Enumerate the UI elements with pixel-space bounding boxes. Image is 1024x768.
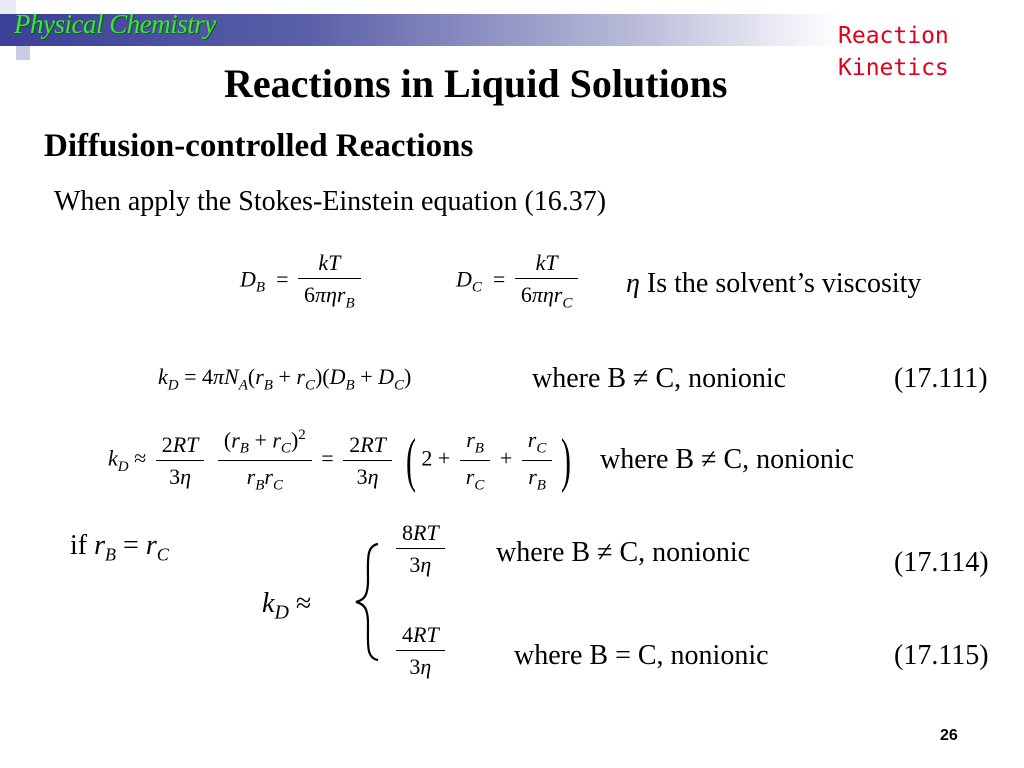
if-label: if (70, 530, 88, 561)
brand-title: Physical Chemistry (14, 9, 216, 39)
corner-label (838, 20, 949, 84)
equation-number: (17.111) (894, 363, 988, 394)
equation-number: (17.115) (894, 640, 989, 671)
corner-line-2: Kinetics (838, 55, 949, 81)
left-brace (352, 540, 382, 664)
viscosity-text: Is the solvent’s viscosity (646, 268, 922, 299)
equation-dc: $D_C$ = $\frac{kT}{6\pi\eta r_C}$ (456, 250, 582, 312)
equation-number: (17.114) (894, 547, 989, 578)
eta-symbol: η (626, 268, 640, 299)
intro-text: When apply the Stokes-Einstein equation (16.37) (54, 186, 607, 217)
header-square (16, 46, 30, 60)
case-fraction-4rt: $\frac{4RT}{3\eta}$ (392, 622, 449, 680)
viscosity-note (626, 268, 921, 300)
condition-text: where B ≠ C, nonionic (496, 537, 751, 568)
if-condition: if $r_B = r_C$ (70, 530, 169, 565)
equation-kd-piecewise: $k_D$ ≈ (262, 588, 312, 624)
slide-title: Reactions in Liquid Solutions (224, 61, 728, 106)
equation-kd-approx: $k_D$ ≈ $\frac{2RT}{3\eta}$ $\frac{(r_B + r_C)^2}{r_Br_C}$ = $\frac{2RT}{3\eta}$ ( 2 + $\frac{r_B}{r_C}$ + $\frac{r_C}{r_B}$ ) (108, 426, 572, 494)
condition-text: where B ≠ C, nonionic (600, 444, 855, 475)
page-number: 26 (940, 727, 958, 744)
equation-db: $D_B$ = $\frac{kT}{6\pi\eta r_B}$ (240, 250, 365, 312)
condition-text: where B = C, nonionic (514, 640, 769, 671)
condition-text: where B ≠ C, nonionic (532, 363, 787, 394)
case-fraction-8rt: $\frac{8RT}{3\eta}$ (392, 520, 449, 578)
header-square (0, 46, 16, 60)
header-square (30, 46, 44, 60)
corner-line-1: Reaction (838, 23, 949, 49)
equation-kd-full: $k_D = 4\pi N_A(r_B + r_C)(D_B + D_C)$ (158, 364, 412, 394)
section-heading: Diffusion-controlled Reactions (44, 128, 474, 164)
